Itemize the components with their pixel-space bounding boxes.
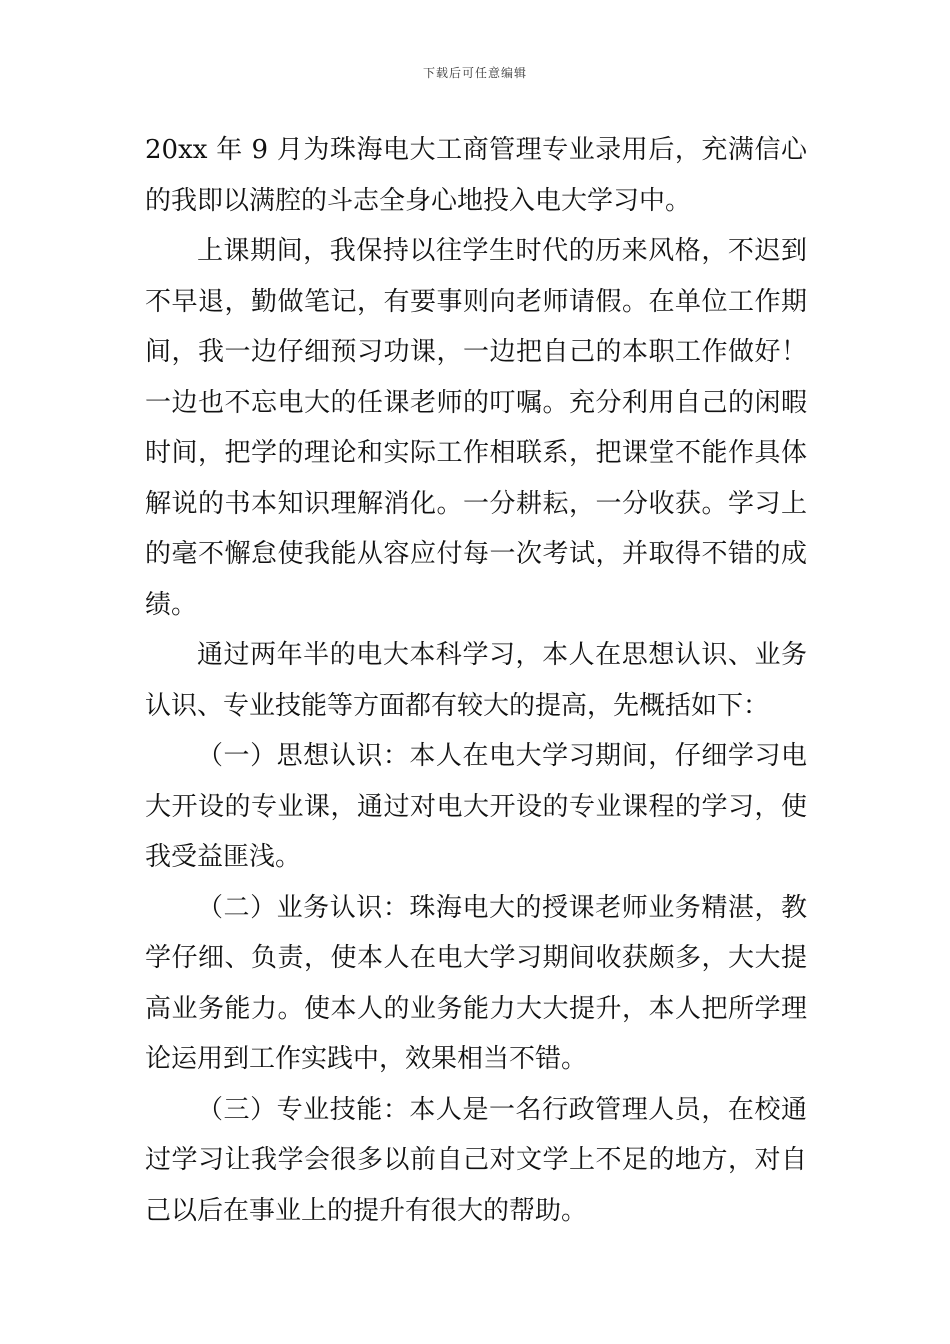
paragraph-intro: 20xx 年 9 月为珠海电大工商管理专业录用后，充满信心的我即以满腔的斗志全身心地投入电大学习中。 — [145, 135, 807, 216]
paragraph-item-ideology: （一）思想认识：本人在电大学习期间，仔细学习电大开设的专业课，通过对电大开设的专业课程的学习，使我受益匪浅。 — [145, 741, 807, 872]
document-body — [145, 125, 807, 1236]
paragraph-summary: 通过两年半的电大本科学习，本人在思想认识、业务认识、专业技能等方面都有较大的提高，先概括如下： — [145, 640, 807, 721]
paragraph-item-business: （二）业务认识：珠海电大的授课老师业务精湛，教学仔细、负责，使本人在电大学习期间收获颇多，大大提高业务能力。使本人的业务能力大大提升，本人把所学理论运用到工作实践中，效果相当不错。 — [145, 892, 807, 1074]
header-note: 下载后可任意编辑 — [422, 66, 527, 80]
paragraph-item-skills: （三）专业技能：本人是一名行政管理人员，在校通过学习让我学会很多以前自己对文学上不足的地方，对自己以后在事业上的提升有很大的帮助。 — [145, 1094, 807, 1226]
paragraph-class-attendance: 上课期间，我保持以往学生时代的历来风格，不迟到不早退，勤做笔记，有要事则向老师请假。在单位工作期间，我一边仔细预习功课，一边把自己的本职工作做好！一边也不忘电大的任课老师的叮嘱。充分利用自己的闲暇时间，把学的理论和实际工作相联系，把课堂不能作具体解说的书本知识理解消化。一分耕耘，一分收获。学习上的毫不懈怠使我能从容应付每一次考试，并取得不错的成绩。 — [145, 236, 807, 620]
